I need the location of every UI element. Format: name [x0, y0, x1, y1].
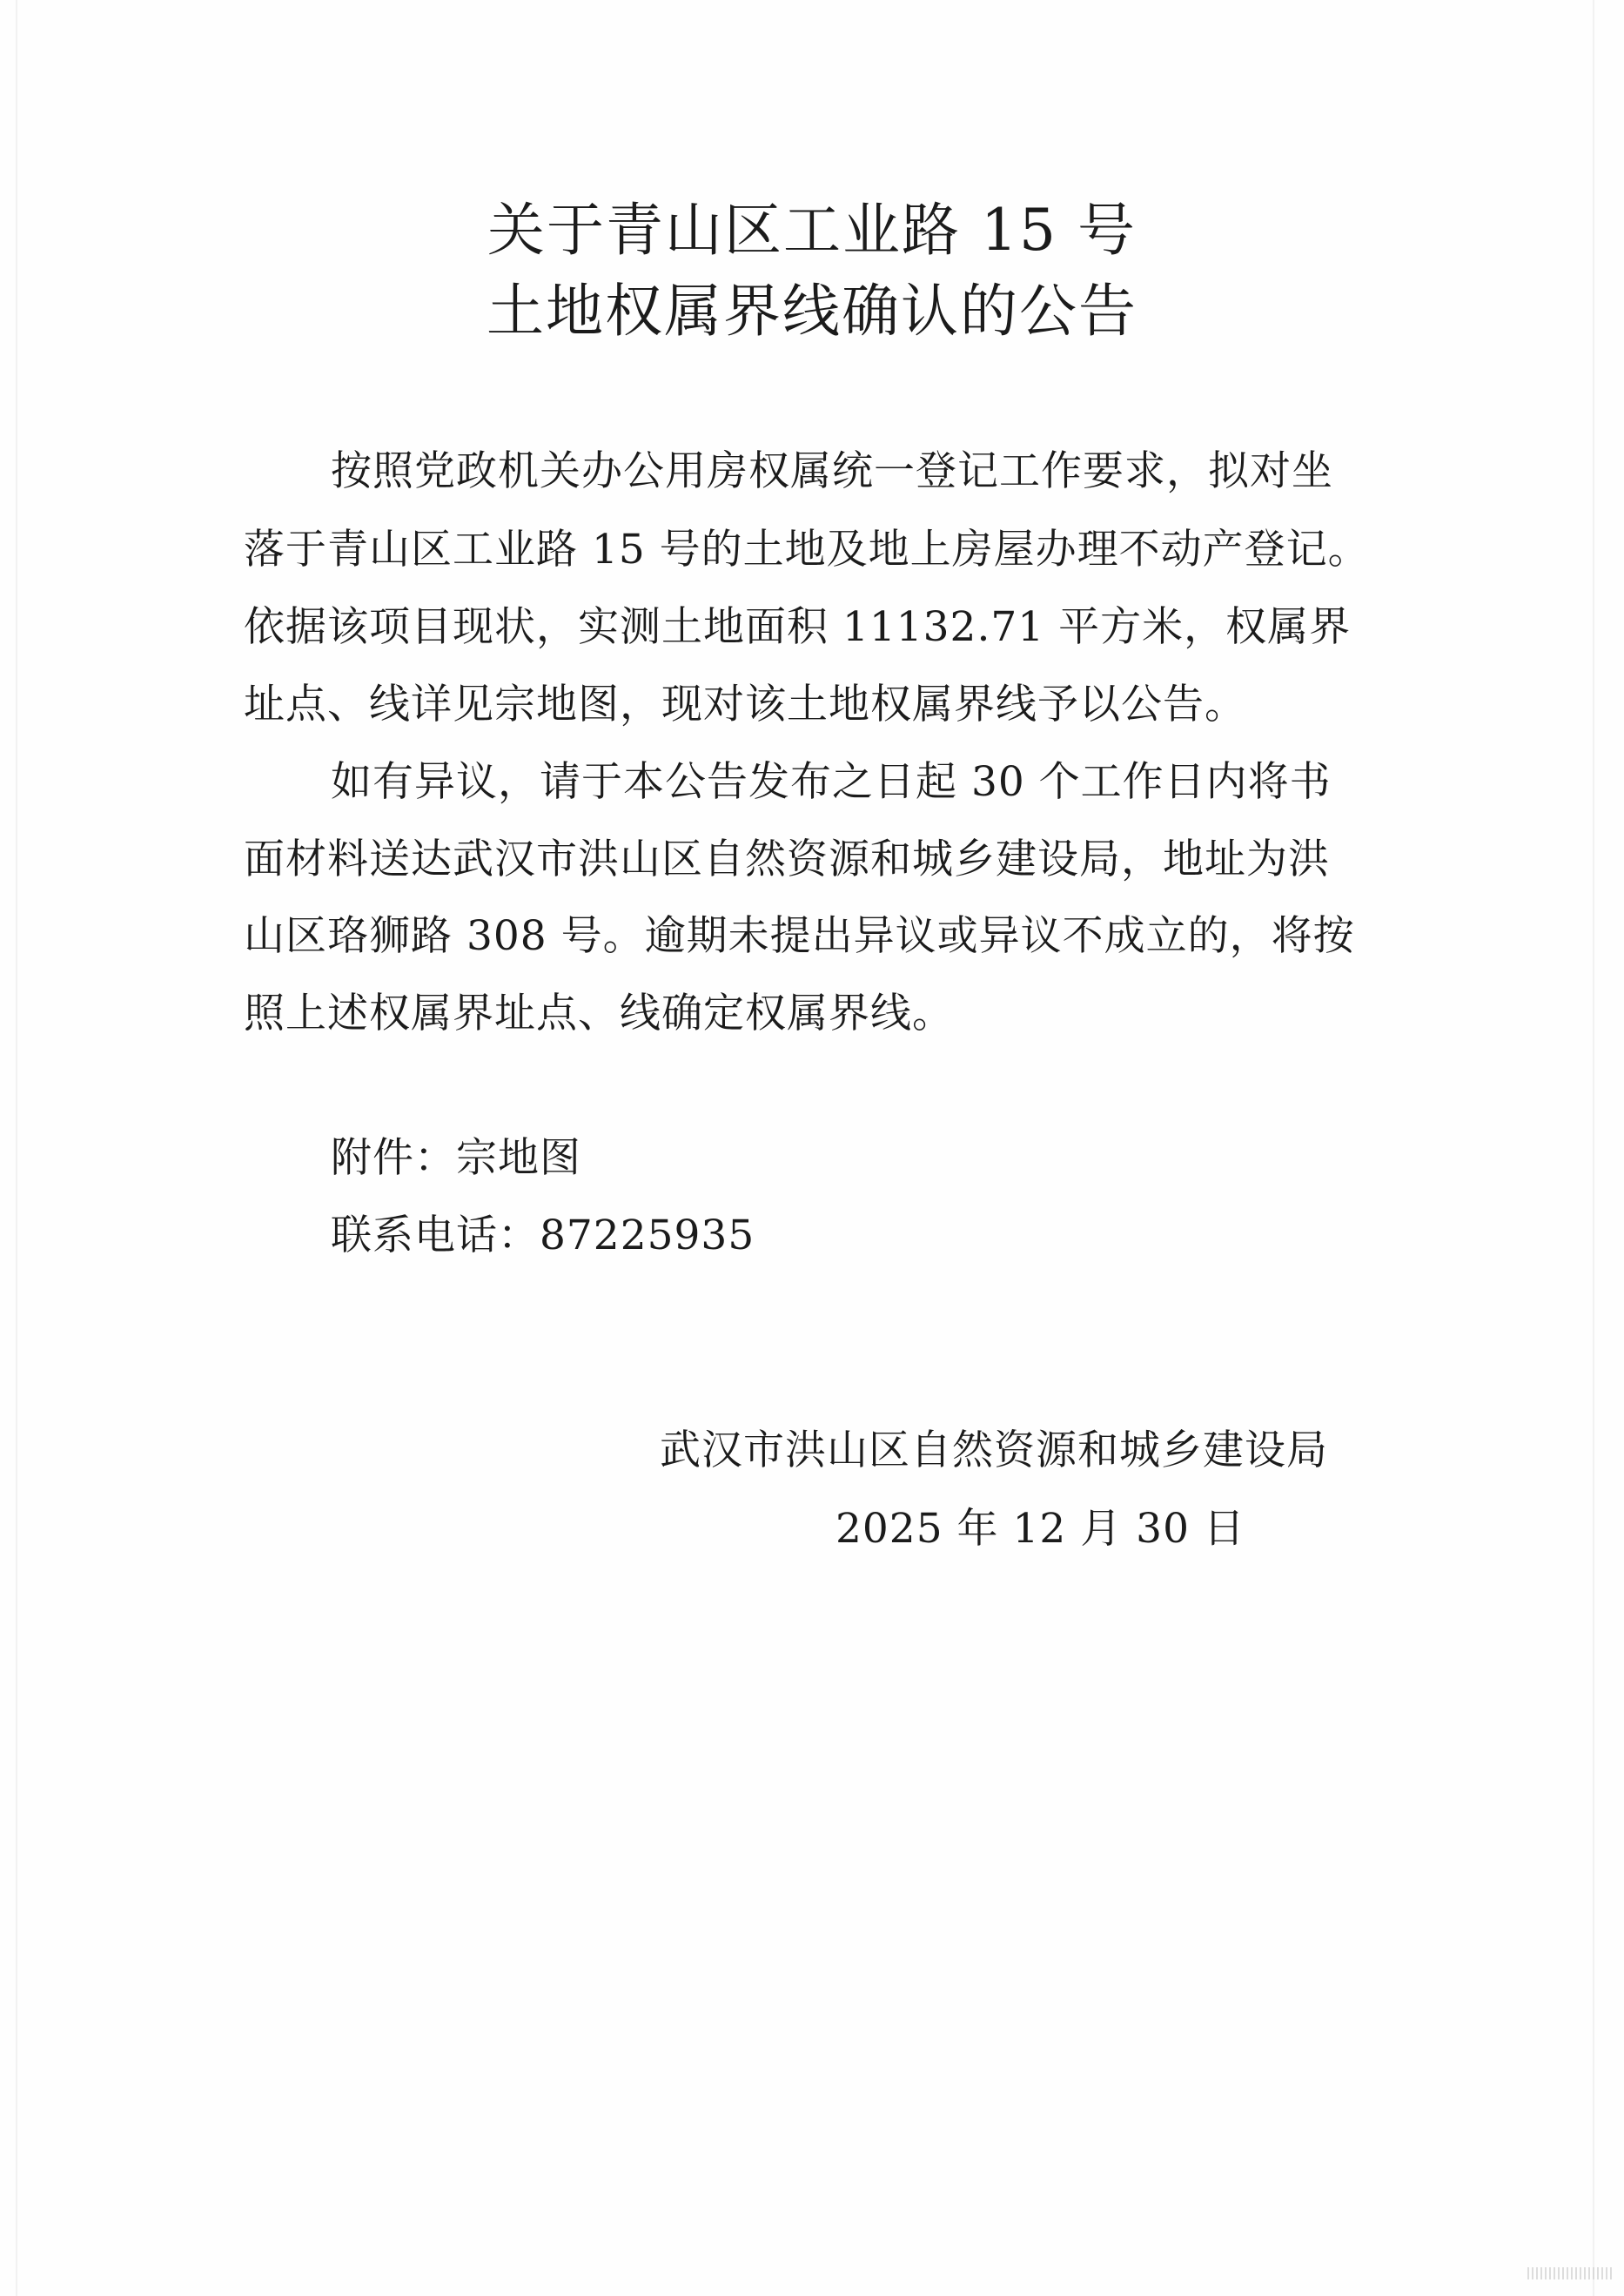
- paragraph-2-line-4: 照上述权属界址点、线确定权属界线。: [244, 990, 954, 1037]
- paragraph-2-line-1: 如有异议，请于本公告发布之日起 30 个工作日内将书: [331, 758, 1332, 806]
- notice-title-line-2: 土地权属界线确认的公告: [487, 278, 1137, 345]
- attachment-line: 附件：宗地图: [331, 1134, 581, 1182]
- scanner-mark: [1527, 2267, 1614, 2279]
- signature-date: 2025 年 12 月 30 日: [835, 1505, 1245, 1553]
- paragraph-2-line-2: 面材料送达武汉市洪山区自然资源和城乡建设局，地址为洪: [244, 836, 1330, 883]
- scan-edge-left: [16, 0, 17, 2296]
- paragraph-1-line-2: 落于青山区工业路 15 号的土地及地上房屋办理不动产登记。: [244, 526, 1370, 574]
- signature-organization: 武汉市洪山区自然资源和城乡建设局: [660, 1427, 1328, 1474]
- paragraph-2-line-3: 山区珞狮路 308 号。逾期未提出异议或异议不成立的，将按: [244, 912, 1355, 960]
- paragraph-1-line-1: 按照党政机关办公用房权属统一登记工作要求，拟对坐: [331, 447, 1333, 495]
- notice-title-line-1: 关于青山区工业路 15 号: [487, 197, 1137, 264]
- paragraph-1-line-4: 址点、线详见宗地图，现对该土地权属界线予以公告。: [244, 681, 1246, 728]
- contact-phone-line: 联系电话：87225935: [331, 1212, 755, 1259]
- scan-edge-right: [1593, 0, 1594, 2296]
- paragraph-1-line-3: 依据该项目现状，实测土地面积 11132.71 平方米，权属界: [244, 603, 1352, 651]
